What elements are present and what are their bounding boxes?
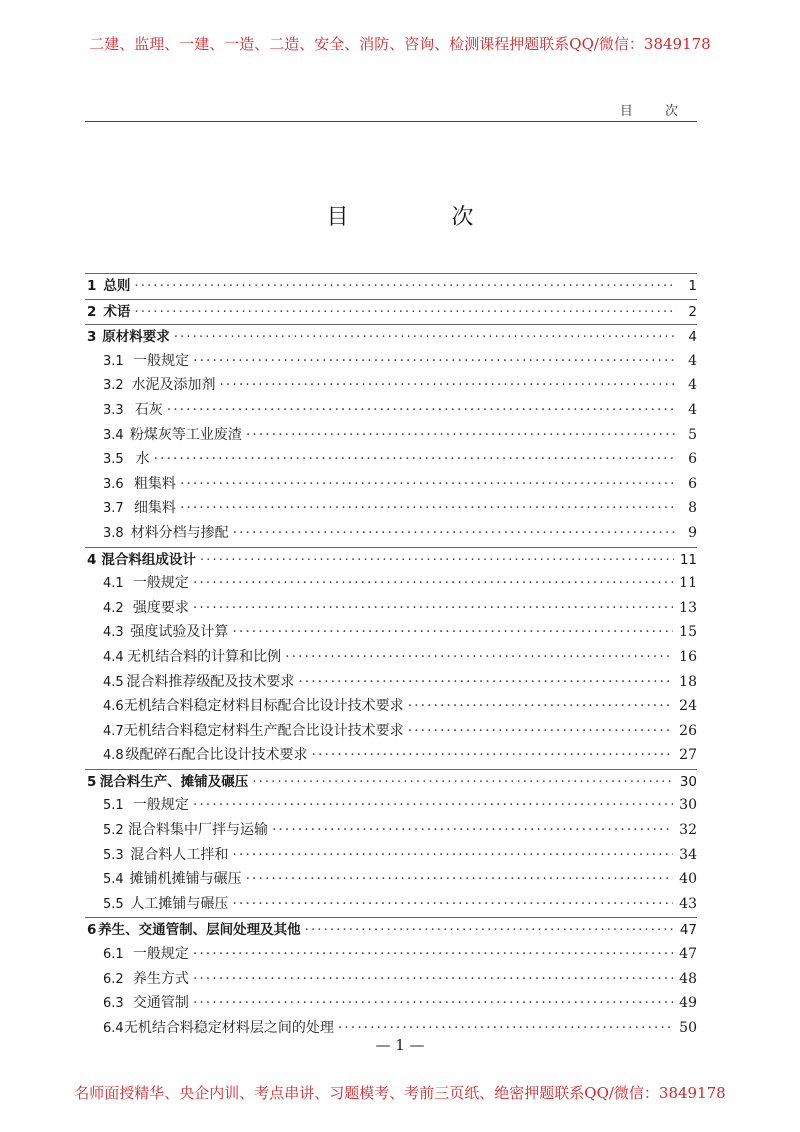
toc-entry-page: 1: [688, 278, 697, 294]
toc-entry-number: 4.8: [103, 748, 124, 764]
toc-entry-page: 5: [688, 426, 697, 443]
toc-entry-title: 无机结合料稳定材料层之间的处理: [123, 1019, 334, 1036]
toc-entry-number: 4.7: [103, 723, 124, 739]
toc-leader-dots: [233, 525, 677, 541]
toc-section-entry[interactable]: [85, 448, 697, 473]
toc-entry-page: 11: [679, 575, 697, 592]
toc-chapter-entry[interactable]: [85, 324, 697, 350]
toc-entry-title: 细集料: [133, 500, 176, 517]
toc-section-entry[interactable]: [85, 844, 697, 869]
toc-entry-page: 4: [688, 329, 697, 346]
toc-entry-number: 5.1: [103, 798, 124, 814]
toc-entry-page: 49: [679, 995, 697, 1012]
toc-entry-title: 摊铺机摊铺与碾压: [129, 871, 242, 888]
toc-entry-page: 16: [679, 648, 697, 665]
toc-entry-page: 18: [679, 673, 697, 690]
toc-entry-page: 43: [679, 895, 697, 912]
toc-entry-page: 40: [679, 871, 697, 888]
toc-entry-number: 5.2: [103, 823, 124, 839]
toc-entry-number: 4.1: [103, 576, 124, 592]
toc-entry-page: 11: [679, 551, 697, 568]
toc-entry-title: 粗集料: [133, 475, 176, 492]
toc-entry-title: 一般规定: [132, 797, 189, 814]
toc-entry-title: 术语: [103, 303, 131, 320]
toc-entry-title: 人工摊铺与碾压: [130, 895, 229, 912]
toc-entry-number: 5.4: [103, 872, 124, 888]
toc-entry-page: 8: [688, 500, 697, 517]
toc-leader-dots: [219, 377, 677, 393]
toc-entry-title: 无机结合料的计算和比例: [127, 648, 282, 665]
toc-entry-title: 总则: [103, 278, 131, 294]
toc-section-entry[interactable]: [85, 473, 697, 498]
header-rule: [85, 121, 697, 122]
toc-entry-page: 15: [679, 624, 697, 641]
toc-entry-number: 3.8: [103, 525, 124, 541]
toc-entry-page: 6: [688, 451, 697, 468]
toc-chapter-entry[interactable]: [85, 299, 697, 325]
toc-entry-page: 26: [679, 722, 697, 739]
toc-leader-dots: [246, 427, 677, 443]
toc-entry-number: 5: [87, 773, 97, 790]
toc-section-entry[interactable]: [85, 794, 697, 819]
toc-chapter-entry[interactable]: [85, 547, 697, 573]
toc-entry-number: 3.4: [103, 427, 124, 443]
toc-entry-number: 6.1: [103, 947, 124, 963]
toc-entry-number: 6.4: [103, 1020, 124, 1036]
toc-entry-title: 无机结合料稳定材料目标配合比设计技术要求: [123, 698, 404, 715]
toc-entry-page: 24: [679, 698, 697, 715]
toc-entry-number: 3.3: [103, 402, 124, 418]
page-number: — 1 —: [375, 1036, 425, 1054]
toc-entry-title: 混合料组成设计: [101, 551, 196, 568]
toc-section-entry[interactable]: [85, 572, 697, 597]
toc-leader-dots: [246, 871, 674, 887]
toc-section-entry[interactable]: [85, 374, 697, 399]
toc-section-entry[interactable]: [85, 399, 697, 424]
toc-entry-title: 强度试验及计算: [130, 624, 229, 641]
toc-section-entry[interactable]: [85, 695, 697, 720]
toc-leader-dots: [193, 946, 673, 962]
toc-leader-dots: [193, 353, 677, 369]
toc-entry-page: 4: [688, 377, 697, 394]
toc-entry-number: 6: [87, 922, 97, 939]
promo-banner-top: 二建、监理、一建、一造、二造、安全、消防、咨询、检测课程押题联系QQ/微信：3849178: [89, 35, 711, 53]
toc-section-entry[interactable]: [85, 522, 697, 547]
toc-leader-dots: [193, 600, 673, 616]
running-header: 目 次: [619, 104, 692, 119]
toc-entry-number: 4.2: [103, 600, 124, 616]
toc-leader-dots: [200, 552, 674, 568]
toc-leader-dots: [312, 747, 674, 763]
toc-entry-title: 水: [135, 451, 150, 468]
toc-entry-number: 3.7: [103, 501, 124, 517]
toc-entry-title: 混合料生产、摊铺及碾压: [99, 773, 249, 790]
toc-section-entry[interactable]: [85, 992, 697, 1017]
toc-entry-page: 50: [679, 1019, 697, 1036]
toc-entry-title: 养生方式: [132, 970, 189, 987]
toc-leader-dots: [134, 304, 677, 320]
toc-section-entry[interactable]: [85, 744, 697, 769]
toc-section-entry[interactable]: [85, 646, 697, 671]
toc-leader-dots: [285, 649, 673, 665]
toc-leader-dots: [232, 896, 673, 912]
toc-entry-page: 47: [679, 922, 697, 939]
toc-chapter-entry[interactable]: [85, 917, 697, 943]
toc-entry-title: 养生、交通管制、层间处理及其他: [98, 922, 301, 939]
toc-leader-dots: [180, 500, 677, 516]
toc-section-entry[interactable]: [85, 621, 697, 646]
toc-entry-title: 混合料人工拌和: [130, 846, 229, 863]
toc-entry-number: 6.3: [103, 996, 124, 1012]
toc-leader-dots: [167, 402, 677, 418]
toc-entry-title: 一般规定: [133, 352, 190, 369]
toc-entry-page: 48: [679, 970, 697, 987]
toc-entry-number: 5.5: [103, 896, 124, 912]
toc-section-entry[interactable]: [85, 893, 697, 918]
toc-title: 目 次: [326, 205, 522, 230]
toc-chapter-entry[interactable]: [85, 273, 697, 299]
toc-entry-title: 无机结合料稳定材料生产配合比设计技术要求: [123, 722, 404, 739]
toc-entry-title: 材料分档与掺配: [130, 524, 229, 541]
toc-leader-dots: [232, 624, 673, 640]
toc-entry-page: 13: [679, 599, 697, 616]
toc-leader-dots: [193, 995, 673, 1011]
toc-leader-dots: [338, 1020, 673, 1036]
toc-entry-number: 3: [87, 329, 97, 346]
toc-leader-dots: [272, 822, 673, 838]
toc-leader-dots: [193, 797, 673, 813]
toc-leader-dots: [408, 698, 673, 714]
toc-entry-title: 交通管制: [132, 995, 189, 1012]
toc-entry-title: 水泥及添加剂: [131, 377, 216, 394]
toc-section-entry[interactable]: [85, 943, 697, 968]
toc-section-entry[interactable]: [85, 968, 697, 993]
toc-leader-dots: [408, 723, 673, 739]
toc-entry-number: 4.5: [103, 674, 124, 690]
toc-entry-number: 4.6: [103, 699, 124, 715]
toc-leader-dots: [174, 329, 677, 345]
toc-section-entry[interactable]: [85, 597, 697, 622]
toc-entry-page: 30: [679, 797, 697, 814]
toc-entry-number: 3.1: [103, 353, 124, 369]
toc-section-entry[interactable]: [85, 720, 697, 745]
toc-section-entry[interactable]: [85, 497, 697, 522]
toc-entry-title: 混合料集中厂拌与运输: [127, 822, 268, 839]
toc-section-entry[interactable]: [85, 819, 697, 844]
toc-entry-title: 一般规定: [132, 946, 189, 963]
toc-entry-title: 粉煤灰等工业废渣: [129, 426, 242, 443]
toc-entry-number: 4.3: [103, 625, 124, 641]
promo-banner-bottom: 名师面授精华、央企内训、考点串讲、习题模考、考前三页纸、绝密押题联系QQ/微信：3849178: [74, 1084, 726, 1102]
toc-entry-number: 1: [87, 278, 97, 294]
toc-entry-number: 4: [87, 551, 97, 568]
toc-entry-page: 32: [679, 822, 697, 839]
toc-entry-page: 4: [688, 401, 697, 418]
toc-entry-number: 3.2: [103, 378, 124, 394]
toc-leader-dots: [193, 971, 673, 987]
toc-entry-title: 石灰: [134, 401, 163, 418]
toc-entry-page: 6: [688, 475, 697, 492]
toc-leader-dots: [180, 476, 677, 492]
toc-entry-title: 级配碎石配合比设计技术要求: [125, 747, 308, 764]
toc-leader-dots: [154, 451, 677, 467]
toc-entry-page: 9: [688, 524, 697, 541]
toc-entry-number: 3.5: [103, 452, 124, 468]
toc-entry-number: 2: [87, 303, 97, 320]
toc-leader-dots: [232, 847, 673, 863]
toc-entry-page: 30: [679, 773, 697, 790]
toc-section-entry[interactable]: [85, 424, 697, 449]
toc-leader-dots: [298, 674, 673, 690]
toc-entry-page: 27: [679, 747, 697, 764]
toc-chapter-entry[interactable]: [85, 769, 697, 795]
toc-section-entry[interactable]: [85, 350, 697, 375]
toc-leader-dots: [252, 774, 674, 790]
toc-entry-page: 4: [688, 352, 697, 369]
toc-entry-number: 3.6: [103, 476, 124, 492]
toc-section-entry[interactable]: [85, 671, 697, 696]
toc-entry-title: 原材料要求: [102, 329, 170, 346]
toc-section-entry[interactable]: [85, 868, 697, 893]
toc-entry-title: 一般规定: [132, 575, 189, 592]
toc-entry-title: 混合料推荐级配及技术要求: [126, 673, 295, 690]
toc-entry-page: 47: [679, 946, 697, 963]
toc-entry-page: 34: [679, 846, 697, 863]
table-of-contents: [85, 273, 697, 1041]
toc-leader-dots: [134, 278, 677, 294]
toc-entry-number: 5.3: [103, 847, 124, 863]
toc-entry-number: 6.2: [103, 971, 124, 987]
toc-leader-dots: [193, 575, 673, 591]
toc-entry-number: 4.4: [103, 649, 124, 665]
toc-entry-title: 强度要求: [132, 599, 189, 616]
toc-leader-dots: [305, 922, 674, 938]
toc-entry-page: 2: [688, 303, 697, 320]
